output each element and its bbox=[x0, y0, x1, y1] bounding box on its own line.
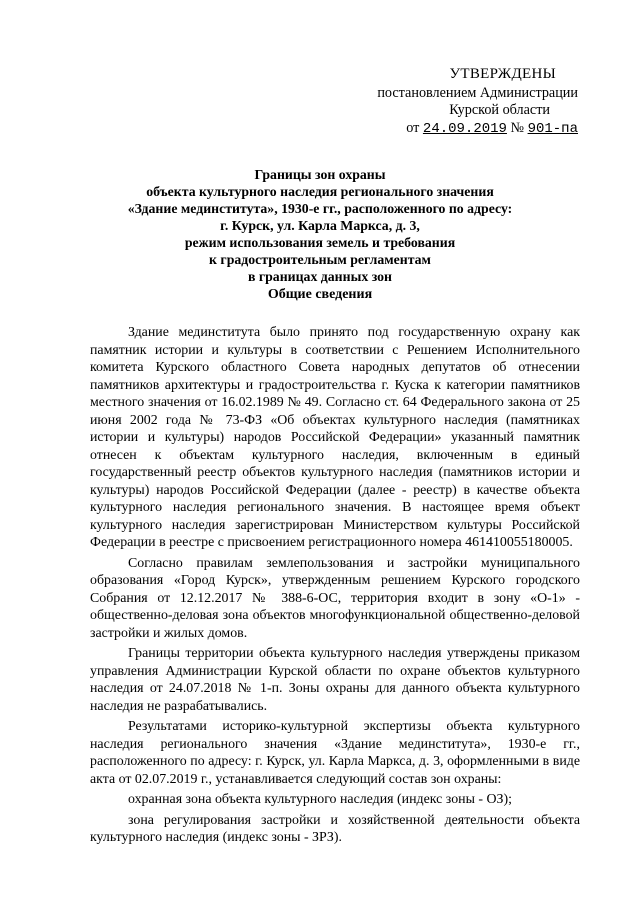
title-line: объекта культурного наследия регионального значения bbox=[146, 184, 494, 199]
section-heading: Общие сведения bbox=[267, 287, 373, 302]
title-line: режим использования земель и требования bbox=[184, 235, 456, 250]
document-body bbox=[90, 324, 580, 850]
paragraph: Результатами историко-культурной экспертизы объекта культурного наследия регионального значения «Здание мединститута», 1930-е гг., расположенного по адресу: г. Курск, ул. Карла Маркса, д. 3, оформленными в виде акта от 02.07.2019 г., устанавливается следующий состав зон охраны: bbox=[90, 719, 580, 787]
approval-date-line bbox=[318, 120, 578, 139]
list-item: зона регулирования застройки и хозяйственной деятельности объекта культурного наследия (индекс зоны - ЗРЗ). bbox=[90, 812, 580, 845]
title-line: «Здание мединститута», 1930-е гг., расположенного по адресу: bbox=[127, 201, 513, 216]
approval-stamp bbox=[318, 66, 578, 138]
list-item: охранная зона объекта культурного наследия (индекс зоны - ОЗ); bbox=[128, 792, 512, 807]
approval-line-1: постановлением Администрации bbox=[377, 84, 578, 101]
title-line: к градостроительным регламентам bbox=[209, 252, 431, 267]
document-title bbox=[60, 166, 580, 285]
approval-number-sign: № bbox=[510, 119, 525, 136]
approval-number: 901-па bbox=[527, 120, 578, 137]
approval-line-2: Курской области bbox=[449, 102, 550, 118]
paragraph: Здание мединститута было принято под государственную охрану как памятник истории и культуры в соответствии с Решением Исполнительного комитета Курского областного Совета народных депутатов об отнесении памятников архитектуры и градостроительства г. Куска к категории памятников местного значения от 16.02.1989 № 49. Согласно ст. 64 Федерального закона от 25 июня 2002 года № 73-ФЗ «Об объектах культурного наследия (памятниках истории и культуры) народов Российской Федерации» указанный памятник отнесен к объектам культурного наследия, включенным в единый государственный реестр объектов культурного наследия (памятников истории и культуры) народов Российской Федерации (далее - реестр) в качестве объекта культурного наследия регионального значения. В настоящее время объект культурного наследия зарегистрирован Министерством культуры Российской Федерации в реестре с присвоением регистрационного номера 461410055180005. bbox=[90, 325, 580, 550]
approval-heading: УТВЕРЖДЕНЫ bbox=[449, 66, 556, 82]
approval-date: 24.09.2019 bbox=[422, 120, 507, 137]
title-line: в границах данных зон bbox=[247, 269, 393, 284]
paragraph: Границы территории объекта культурного наследия утверждены приказом управления Администрации Курской области по охране объектов культурного наследия от 24.07.2018 № 1-п. Зоны охраны для данного объекта культурного наследия не разрабатывались. bbox=[90, 646, 580, 714]
title-line: г. Курск, ул. Карла Маркса, д. 3, bbox=[220, 218, 420, 233]
approval-date-prefix: от bbox=[406, 119, 420, 136]
paragraph: Согласно правилам землепользования и застройки муниципального образования «Город Курск», утвержденным решением Курского городского Собрания от 12.12.2017 № 388-6-ОС, территория входит в зону «О-1» - общественно-деловая зона объектов многофункциональной общественно-деловой застройки и жилых домов. bbox=[90, 555, 580, 641]
title-line: Границы зон охраны bbox=[254, 167, 386, 182]
